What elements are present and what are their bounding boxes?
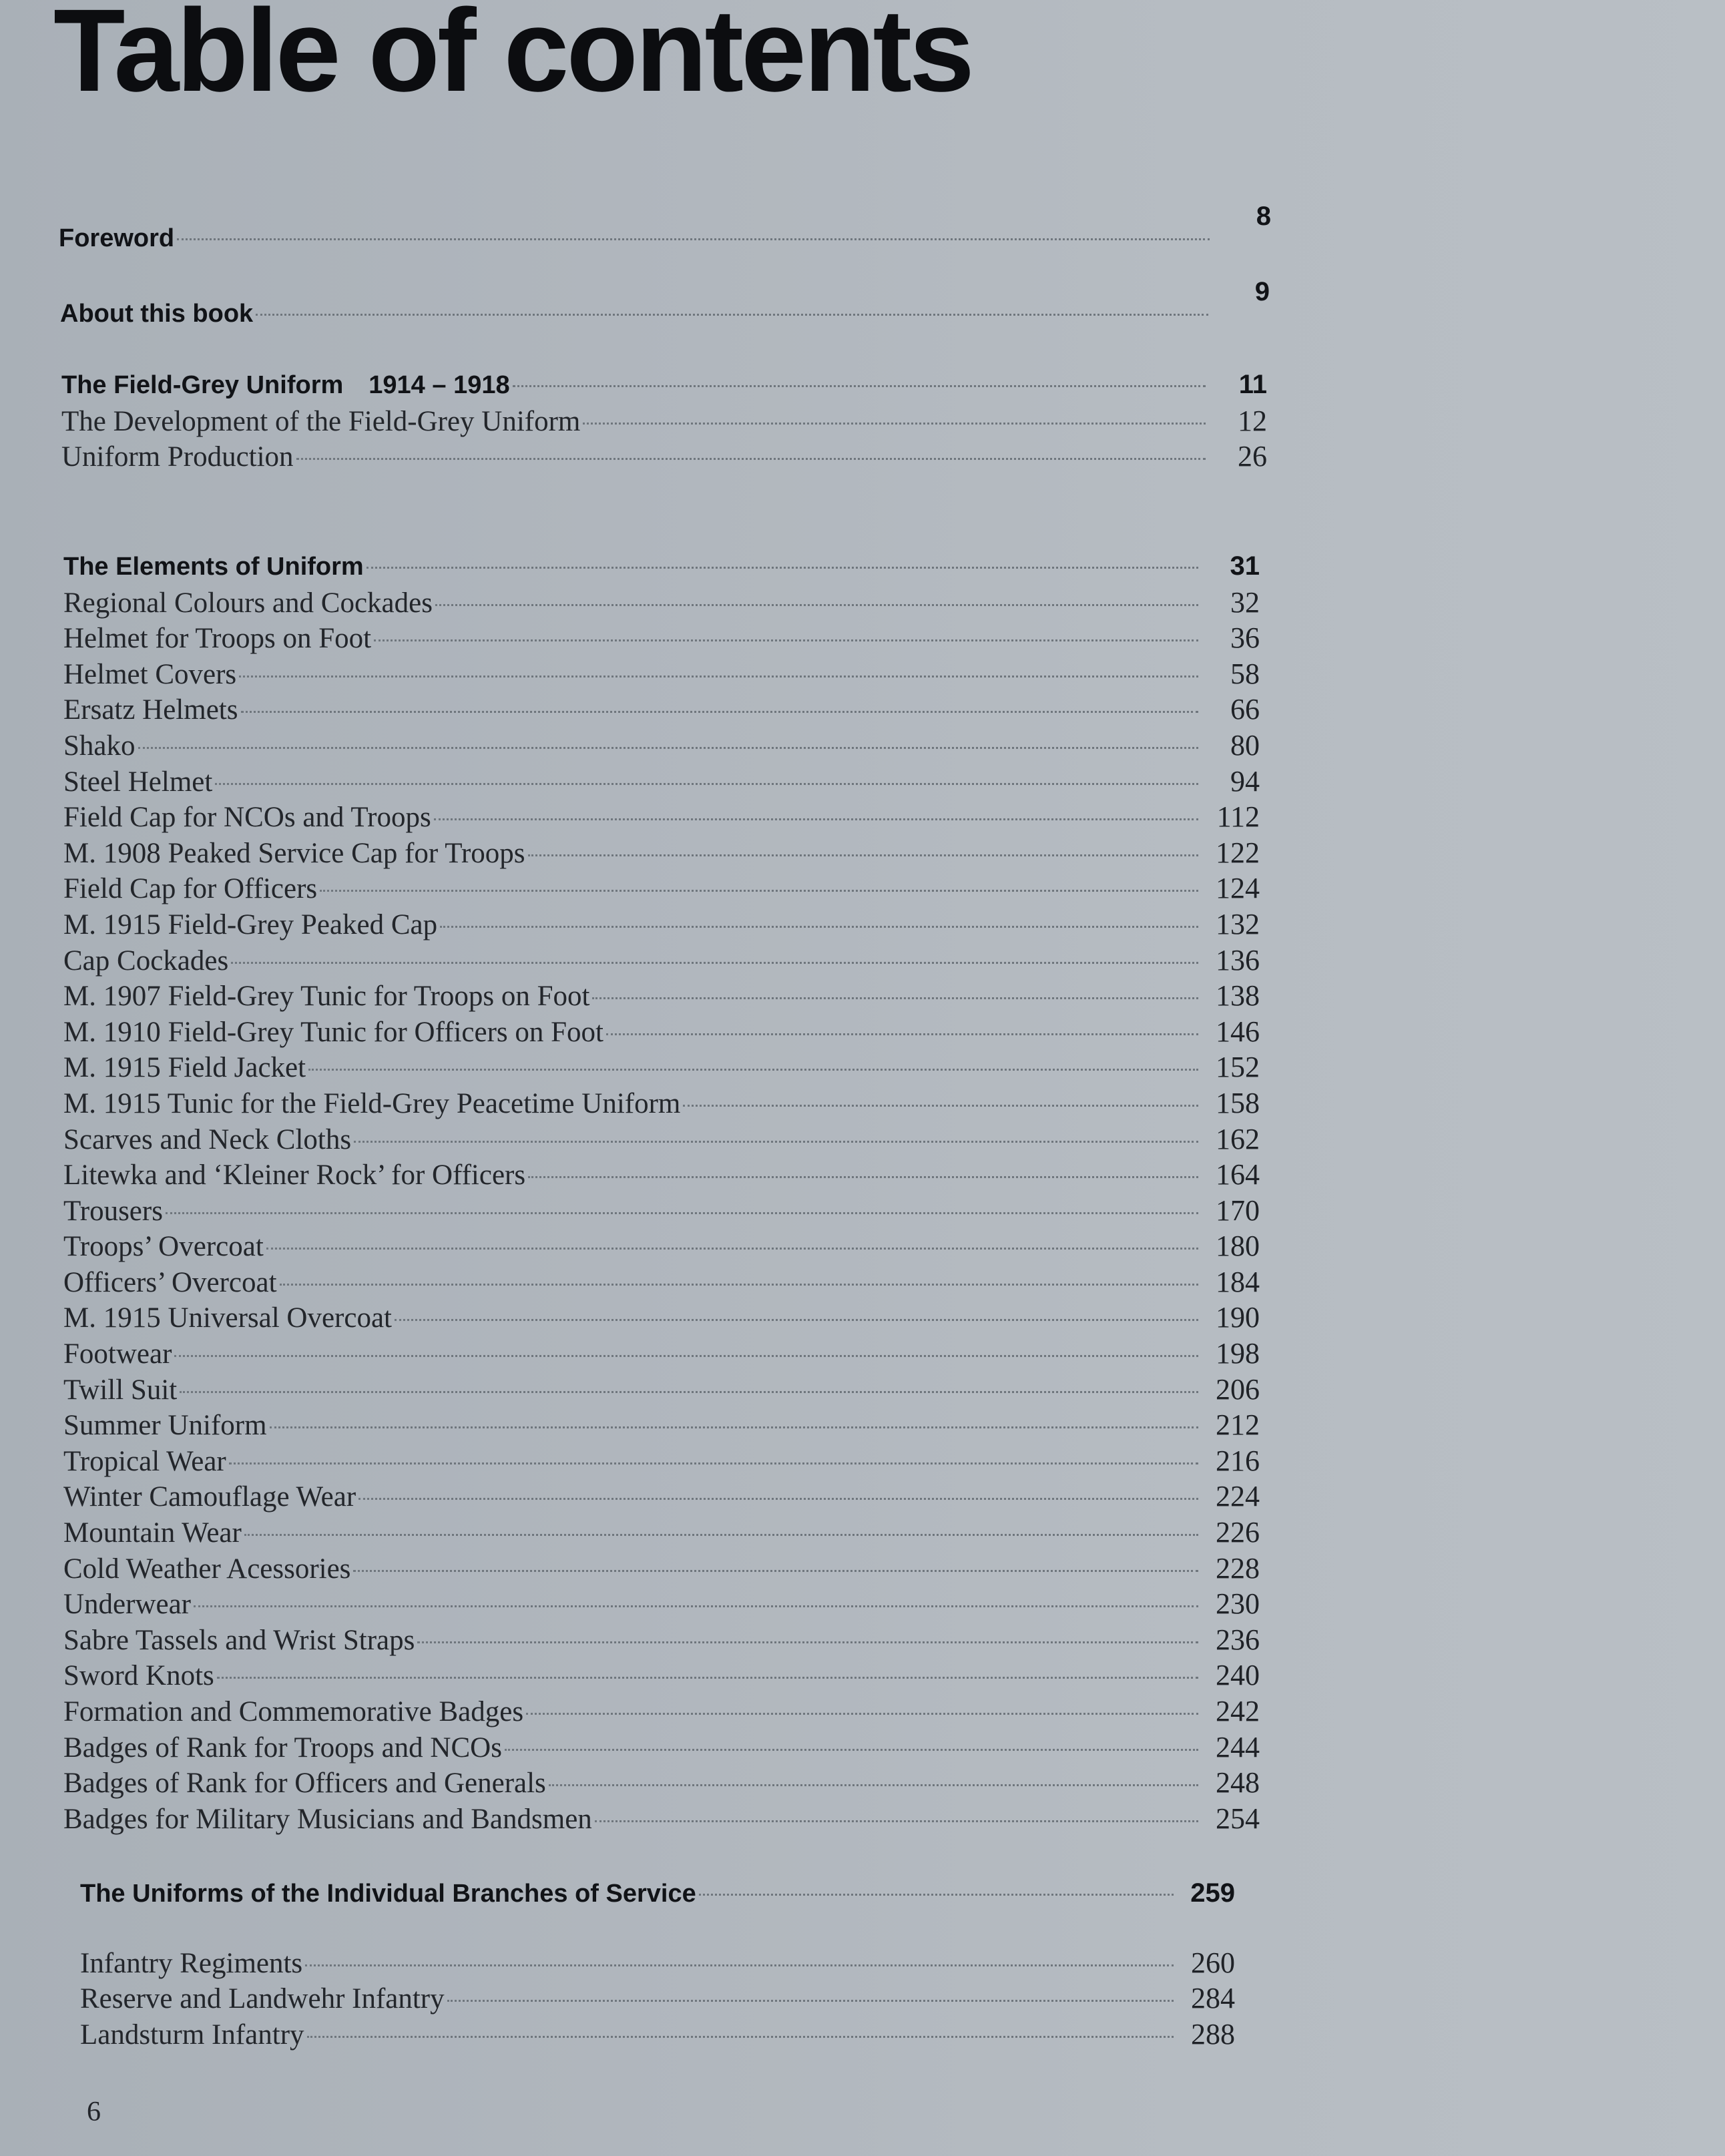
- toc-page-number: 124: [1216, 872, 1260, 905]
- toc-entry[interactable]: [63, 656, 1260, 692]
- toc-page-number: 162: [1216, 1122, 1260, 1155]
- toc-entry[interactable]: [63, 906, 1260, 942]
- toc-entry[interactable]: [63, 728, 1260, 764]
- dot-leader: [244, 1534, 1198, 1536]
- toc-section-branches: [80, 1876, 1235, 2052]
- toc-entry[interactable]: [63, 942, 1260, 979]
- toc-entry-label: Regional Colours and Cockades: [63, 587, 433, 619]
- toc-entry-label: M. 1915 Field-Grey Peaked Cap: [63, 908, 438, 940]
- toc-entry-label: Cap Cockades: [63, 945, 229, 977]
- toc-page-number: 224: [1216, 1480, 1260, 1513]
- toc-entry[interactable]: [63, 1372, 1260, 1408]
- toc-entry[interactable]: [63, 1586, 1260, 1622]
- toc-page-number: 236: [1216, 1623, 1260, 1656]
- dot-leader: [366, 567, 1198, 569]
- dot-leader: [505, 1749, 1198, 1751]
- toc-section-about: [60, 277, 1270, 332]
- toc-entry[interactable]: [63, 1765, 1260, 1801]
- toc-page-number: 132: [1216, 907, 1260, 940]
- toc-entry-label: M. 1907 Field-Grey Tunic for Troops on Foot: [63, 981, 590, 1013]
- toc-entry-label: Uniform Production: [61, 441, 294, 473]
- toc-entry-label: Steel Helmet: [63, 766, 213, 798]
- toc-entry[interactable]: [63, 1121, 1260, 1157]
- toc-page-number: 8: [1256, 202, 1271, 231]
- toc-entry[interactable]: [63, 799, 1260, 835]
- toc-entry[interactable]: [63, 1336, 1260, 1372]
- dot-leader: [549, 1784, 1198, 1786]
- toc-page-number: 230: [1216, 1587, 1260, 1621]
- dot-leader: [683, 1105, 1198, 1107]
- toc-page-number: 206: [1216, 1372, 1260, 1406]
- toc-entry[interactable]: [61, 439, 1267, 475]
- toc-entry[interactable]: [63, 1407, 1260, 1443]
- toc-entry[interactable]: [60, 277, 1270, 332]
- dot-leader: [699, 1894, 1174, 1896]
- toc-entry-label: Litewka and ‘Kleiner Rock’ for Officers: [63, 1159, 526, 1191]
- toc-page-number: 11: [1238, 370, 1267, 399]
- toc-entry-label: Mountain Wear: [63, 1517, 242, 1549]
- toc-page-number: 94: [1230, 764, 1260, 798]
- toc-entry-label: Footwear: [63, 1338, 172, 1370]
- dot-leader: [434, 818, 1198, 820]
- toc-entry[interactable]: [63, 1622, 1260, 1658]
- dot-leader: [595, 1820, 1198, 1822]
- dot-leader: [229, 1462, 1198, 1464]
- toc-entry[interactable]: [63, 1693, 1260, 1729]
- toc-entry-label: About this book: [60, 300, 254, 328]
- toc-page-number: 259: [1190, 1878, 1235, 1908]
- dot-leader: [354, 1141, 1198, 1143]
- dot-leader: [374, 639, 1198, 641]
- dot-leader: [320, 890, 1198, 892]
- toc-page-number: 12: [1238, 404, 1267, 437]
- dot-leader: [417, 1641, 1198, 1643]
- toc-heading-entry[interactable]: [80, 1876, 1235, 1912]
- toc-entry[interactable]: [63, 1157, 1260, 1193]
- toc-page-number: 180: [1216, 1230, 1260, 1263]
- dot-leader: [305, 1964, 1174, 1966]
- toc-page-number: 260: [1191, 1946, 1235, 1979]
- toc-page-number: 190: [1216, 1301, 1260, 1334]
- toc-entry[interactable]: [63, 835, 1260, 871]
- toc-entry-label: Underwear: [63, 1589, 192, 1621]
- toc-entry[interactable]: [63, 978, 1260, 1014]
- toc-page-number: 254: [1216, 1802, 1260, 1835]
- dot-leader: [528, 854, 1198, 856]
- dot-leader: [138, 747, 1199, 749]
- toc-section-foreword: [59, 202, 1271, 256]
- toc-page-number: 284: [1191, 1982, 1235, 2015]
- dot-leader: [180, 1391, 1198, 1393]
- toc-page-number: 122: [1216, 836, 1260, 869]
- toc-entry-label: Twill Suit: [63, 1374, 178, 1406]
- toc-entry[interactable]: [61, 403, 1267, 439]
- toc-entry[interactable]: [80, 1980, 1235, 2016]
- toc-page-number: 9: [1254, 277, 1270, 306]
- toc-page-number: 288: [1191, 2017, 1235, 2051]
- dot-leader: [177, 238, 1210, 240]
- toc-heading-label: The Elements of Uniform: [63, 553, 364, 581]
- toc-page-number: 228: [1216, 1551, 1260, 1585]
- toc-entry-label: Formation and Commemorative Badges: [63, 1696, 524, 1727]
- dot-leader: [606, 1033, 1198, 1035]
- toc-heading-label: The Uniforms of the Individual Branches of Service: [80, 1880, 696, 1908]
- dot-leader: [239, 676, 1198, 678]
- toc-page-number: 248: [1216, 1766, 1260, 1800]
- toc-entry-label: Troops’ Overcoat: [63, 1231, 264, 1263]
- toc-entry-label: M. 1915 Universal Overcoat: [63, 1302, 392, 1334]
- dot-leader: [435, 604, 1198, 606]
- toc-entry[interactable]: [63, 1049, 1260, 1085]
- toc-entry-label: Ersatz Helmets: [63, 694, 238, 726]
- toc-entry-label: M. 1915 Field Jacket: [63, 1052, 306, 1084]
- dot-leader: [166, 1212, 1198, 1214]
- toc-entry-label: M. 1908 Peaked Service Cap for Troops: [63, 837, 525, 869]
- dot-leader: [270, 1426, 1198, 1428]
- toc-section-field-grey: [61, 367, 1267, 475]
- toc-entry[interactable]: [63, 1228, 1260, 1264]
- toc-entry-label: Foreword: [59, 224, 175, 252]
- toc-page-number: 36: [1230, 621, 1260, 655]
- toc-entry[interactable]: [63, 692, 1260, 728]
- toc-entry[interactable]: [63, 585, 1260, 621]
- toc-section-elements: [63, 549, 1260, 1836]
- dot-leader: [308, 1069, 1198, 1071]
- toc-page-number: 136: [1216, 943, 1260, 977]
- toc-entry-label: Sabre Tassels and Wrist Straps: [63, 1624, 415, 1656]
- toc-page-number: 158: [1216, 1086, 1260, 1119]
- dot-leader: [447, 2000, 1174, 2002]
- dot-leader: [231, 962, 1198, 964]
- toc-entry-label: Field Cap for Officers: [63, 873, 318, 905]
- toc-branches-list: [80, 1945, 1235, 2053]
- toc-page-number: 80: [1230, 728, 1260, 762]
- toc-entry[interactable]: [63, 620, 1260, 656]
- dot-leader: [526, 1713, 1198, 1715]
- toc-page-number: 152: [1216, 1051, 1260, 1084]
- toc-page-number: 58: [1230, 657, 1260, 690]
- toc-page-number: 112: [1216, 800, 1260, 834]
- toc-entry-label: Scarves and Neck Cloths: [63, 1123, 352, 1155]
- toc-entry-label: Landsturm Infantry: [80, 2018, 304, 2051]
- toc-page-number: 32: [1230, 585, 1260, 619]
- toc-entry-label: Helmet Covers: [63, 658, 237, 690]
- toc-entry-label: Reserve and Landwehr Infantry: [80, 1983, 445, 2015]
- toc-entry[interactable]: [59, 202, 1271, 256]
- dot-leader: [215, 783, 1198, 785]
- dot-leader: [592, 997, 1198, 999]
- toc-entry-label: Badges of Rank for Officers and Generals: [63, 1768, 546, 1800]
- toc-heading-years: 1914 – 1918: [368, 371, 510, 399]
- toc-entry-label: Shako: [63, 730, 136, 762]
- dot-leader: [583, 423, 1206, 425]
- dot-leader: [217, 1677, 1198, 1679]
- toc-entry[interactable]: [63, 1801, 1260, 1837]
- toc-entry[interactable]: [63, 1551, 1260, 1587]
- dot-leader: [256, 314, 1208, 316]
- dot-leader: [280, 1284, 1198, 1286]
- dot-leader: [358, 1498, 1198, 1500]
- toc-entry-label: Badges for Military Musicians and Bandsmen: [63, 1803, 592, 1835]
- toc-heading-text: The Field-Grey Uniform: [61, 371, 344, 399]
- toc-entry[interactable]: [80, 1945, 1235, 1981]
- toc-entry[interactable]: [63, 1515, 1260, 1551]
- toc-page-number: 184: [1216, 1265, 1260, 1298]
- toc-page-number: 170: [1216, 1193, 1260, 1227]
- toc-entry[interactable]: [63, 1729, 1260, 1766]
- toc-entry[interactable]: [63, 1014, 1260, 1050]
- toc-entry-label: Trousers: [63, 1195, 163, 1227]
- toc-heading-entry[interactable]: [63, 549, 1260, 585]
- toc-entry-label: Infantry Regiments: [80, 1947, 303, 1979]
- toc-entry[interactable]: [63, 870, 1260, 906]
- toc-entry-label: Winter Camouflage Wear: [63, 1481, 356, 1513]
- toc-page-number: 146: [1216, 1015, 1260, 1048]
- toc-entry[interactable]: [63, 1657, 1260, 1693]
- toc-entry[interactable]: [80, 2016, 1235, 2053]
- toc-entry-label: Sword Knots: [63, 1660, 214, 1692]
- dot-leader: [266, 1248, 1198, 1250]
- toc-entry-label: The Development of the Field-Grey Uniform: [61, 405, 581, 437]
- dot-leader: [440, 926, 1198, 928]
- dot-leader: [528, 1176, 1198, 1178]
- toc-entry-label: Field Cap for NCOs and Troops: [63, 802, 431, 834]
- toc-entry-label: Helmet for Troops on Foot: [63, 623, 372, 655]
- toc-entry[interactable]: [63, 1478, 1260, 1515]
- toc-entry[interactable]: [63, 1085, 1260, 1121]
- dot-leader: [194, 1605, 1198, 1607]
- dot-leader: [296, 458, 1206, 460]
- toc-page-number: 244: [1216, 1730, 1260, 1764]
- toc-page-number: 240: [1216, 1659, 1260, 1692]
- toc-page-number: 216: [1216, 1444, 1260, 1477]
- toc-entry[interactable]: [63, 764, 1260, 800]
- dot-leader: [513, 385, 1206, 387]
- dot-leader: [174, 1355, 1198, 1357]
- toc-page-number: 66: [1230, 693, 1260, 726]
- toc-entry[interactable]: [63, 1193, 1260, 1229]
- toc-page-number: 198: [1216, 1337, 1260, 1370]
- toc-entry-label: Summer Uniform: [63, 1410, 267, 1442]
- dot-leader: [307, 2036, 1174, 2038]
- toc-page-number: 26: [1238, 440, 1267, 473]
- toc-entry-label: Badges of Rank for Troops and NCOs: [63, 1731, 502, 1764]
- toc-entry[interactable]: [63, 1264, 1260, 1300]
- toc-entry-label: M. 1910 Field-Grey Tunic for Officers on Foot: [63, 1016, 604, 1048]
- toc-page-number: 242: [1216, 1695, 1260, 1727]
- toc-heading-entry[interactable]: [61, 367, 1267, 403]
- toc-page-number: 226: [1216, 1516, 1260, 1549]
- toc-entry-label: M. 1915 Tunic for the Field-Grey Peacetime Uniform: [63, 1087, 681, 1119]
- toc-page-number: 164: [1216, 1158, 1260, 1191]
- toc-entry-label: Cold Weather Acessories: [63, 1553, 351, 1585]
- dot-leader: [395, 1319, 1198, 1321]
- dot-leader: [353, 1570, 1198, 1572]
- page-folio: 6: [87, 2097, 101, 2127]
- toc-page-number: 138: [1216, 979, 1260, 1013]
- toc-entry[interactable]: [63, 1300, 1260, 1336]
- toc-page-number: 212: [1216, 1408, 1260, 1442]
- toc-page-number: 31: [1230, 551, 1260, 581]
- dot-leader: [241, 711, 1199, 713]
- toc-entry-label: Tropical Wear: [63, 1445, 226, 1477]
- page-title: Table of contents: [53, 0, 972, 116]
- toc-heading-label: [61, 368, 510, 404]
- toc-entry[interactable]: [63, 1443, 1260, 1479]
- toc-entry-label: Officers’ Overcoat: [63, 1266, 277, 1298]
